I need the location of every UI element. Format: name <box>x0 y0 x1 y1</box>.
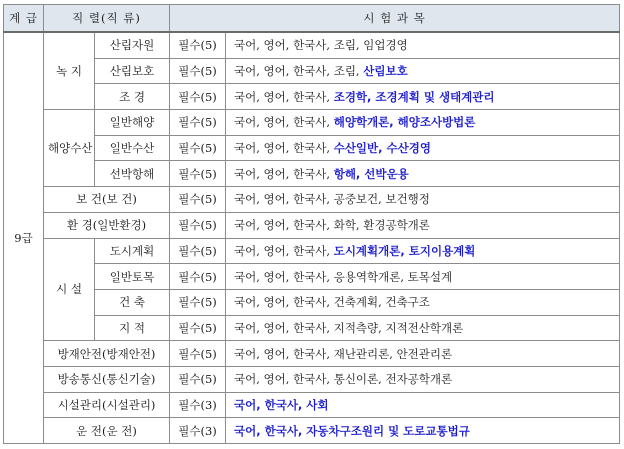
subjects-highlight: 산림보호 <box>363 64 408 79</box>
table-row <box>4 84 620 110</box>
table-row <box>4 418 620 444</box>
required-cell: 필수(5) <box>170 238 226 264</box>
table-row <box>4 392 620 418</box>
series-cell: 환 경(일반환경) <box>44 212 170 238</box>
required-cell: 필수(5) <box>170 315 226 341</box>
series-cell: 운 전(운 전) <box>44 418 170 444</box>
header-grade: 계 급 <box>4 5 44 33</box>
table-row <box>4 187 620 213</box>
subjects-plain: 국어, 영어, 한국사, 공중보건, 보건행정 <box>234 192 430 207</box>
series-cell: 일반토목 <box>95 264 170 290</box>
required-cell: 필수(3) <box>170 418 226 444</box>
required-cell: 필수(5) <box>170 84 226 110</box>
series-cell: 방재안전(방재안전) <box>44 341 170 367</box>
subjects-plain: 국어, 영어, 한국사, 조림, 임업경영 <box>234 38 408 53</box>
group-marine: 해양수산 <box>44 110 95 187</box>
table-row <box>4 264 620 290</box>
subjects-cell <box>226 238 620 264</box>
group-facility: 시 설 <box>44 238 95 341</box>
header-series: 직 렬(직 류) <box>44 5 170 33</box>
table-row <box>4 238 620 264</box>
required-cell: 필수(5) <box>170 366 226 392</box>
table-row <box>4 161 620 187</box>
subjects-plain: 국어, 영어, 한국사, <box>234 141 334 156</box>
series-cell: 산림자원 <box>95 32 170 58</box>
table-row <box>4 110 620 136</box>
table-row <box>4 366 620 392</box>
subjects-cell <box>226 289 620 315</box>
subjects-cell <box>226 392 620 418</box>
subjects-plain: 국어, 영어, 한국사, <box>234 243 334 258</box>
table-row <box>4 58 620 84</box>
subjects-plain: 국어, 영어, 한국사, <box>234 89 334 104</box>
subjects-cell <box>226 135 620 161</box>
required-cell: 필수(5) <box>170 341 226 367</box>
series-cell: 시설관리(시설관리) <box>44 392 170 418</box>
table-row <box>4 289 620 315</box>
subjects-highlight: 조경학, 조경계획 및 생태계관리 <box>333 89 495 104</box>
series-cell: 선박항해 <box>95 161 170 187</box>
subjects-plain: 국어, 영어, 한국사, 화학, 환경공학개론 <box>234 218 430 233</box>
table-row <box>4 341 620 367</box>
subjects-cell <box>226 187 620 213</box>
required-cell: 필수(5) <box>170 187 226 213</box>
subjects-highlight: 해양학개론, 해양조사방법론 <box>333 115 476 130</box>
series-cell: 건 축 <box>95 289 170 315</box>
subjects-plain: 국어, 영어, 한국사, <box>234 166 334 181</box>
table-row <box>4 212 620 238</box>
required-cell: 필수(5) <box>170 110 226 136</box>
subjects-cell <box>226 161 620 187</box>
subjects-highlight: 항해, 선박운용 <box>333 166 409 181</box>
exam-subjects-table <box>3 4 620 444</box>
subjects-cell <box>226 212 620 238</box>
required-cell: 필수(3) <box>170 392 226 418</box>
subjects-highlight: 국어, 한국사, 사회 <box>234 397 329 412</box>
header-row <box>4 5 620 33</box>
subjects-plain: 국어, 영어, 한국사, 응용역학개론, 토목설계 <box>234 269 453 284</box>
series-cell: 방송통신(통신기술) <box>44 366 170 392</box>
subjects-cell <box>226 110 620 136</box>
required-cell: 필수(5) <box>170 32 226 58</box>
subjects-highlight: 도시계획개론, 토지이용계획 <box>333 243 476 258</box>
series-cell: 일반수산 <box>95 135 170 161</box>
series-cell: 보 건(보 건) <box>44 187 170 213</box>
subjects-cell <box>226 84 620 110</box>
subjects-plain: 국어, 영어, 한국사, 통신이론, 전자공학개론 <box>234 372 453 387</box>
required-cell: 필수(5) <box>170 135 226 161</box>
series-cell: 도시계획 <box>95 238 170 264</box>
subjects-cell <box>226 58 620 84</box>
subjects-cell <box>226 341 620 367</box>
subjects-highlight: 국어, 한국사, 자동차구조원리 및 도로교통법규 <box>234 423 470 438</box>
subjects-plain: 국어, 영어, 한국사, 조림, <box>234 64 364 79</box>
required-cell: 필수(5) <box>170 264 226 290</box>
group-forest: 녹 지 <box>44 32 95 110</box>
subjects-highlight: 수산일반, 수산경영 <box>333 141 431 156</box>
required-cell: 필수(5) <box>170 289 226 315</box>
series-cell: 조 경 <box>95 84 170 110</box>
table-row <box>4 32 620 58</box>
series-cell: 산림보호 <box>95 58 170 84</box>
subjects-plain: 국어, 영어, 한국사, 재난관리론, 안전관리론 <box>234 346 453 361</box>
subjects-plain: 국어, 영어, 한국사, 건축계획, 건축구조 <box>234 295 430 310</box>
series-cell: 일반해양 <box>95 110 170 136</box>
grade-cell: 9급 <box>4 32 44 444</box>
required-cell: 필수(5) <box>170 161 226 187</box>
required-cell: 필수(5) <box>170 212 226 238</box>
subjects-cell <box>226 418 620 444</box>
subjects-cell <box>226 315 620 341</box>
header-subjects: 시 험 과 목 <box>170 5 620 33</box>
subjects-plain: 국어, 영어, 한국사, 지적측량, 지적전산학개론 <box>234 320 464 335</box>
table-row <box>4 315 620 341</box>
subjects-plain: 국어, 영어, 한국사, <box>234 115 334 130</box>
series-cell: 지 적 <box>95 315 170 341</box>
required-cell: 필수(5) <box>170 58 226 84</box>
table-row <box>4 135 620 161</box>
subjects-cell <box>226 264 620 290</box>
subjects-cell <box>226 32 620 58</box>
subjects-cell <box>226 366 620 392</box>
